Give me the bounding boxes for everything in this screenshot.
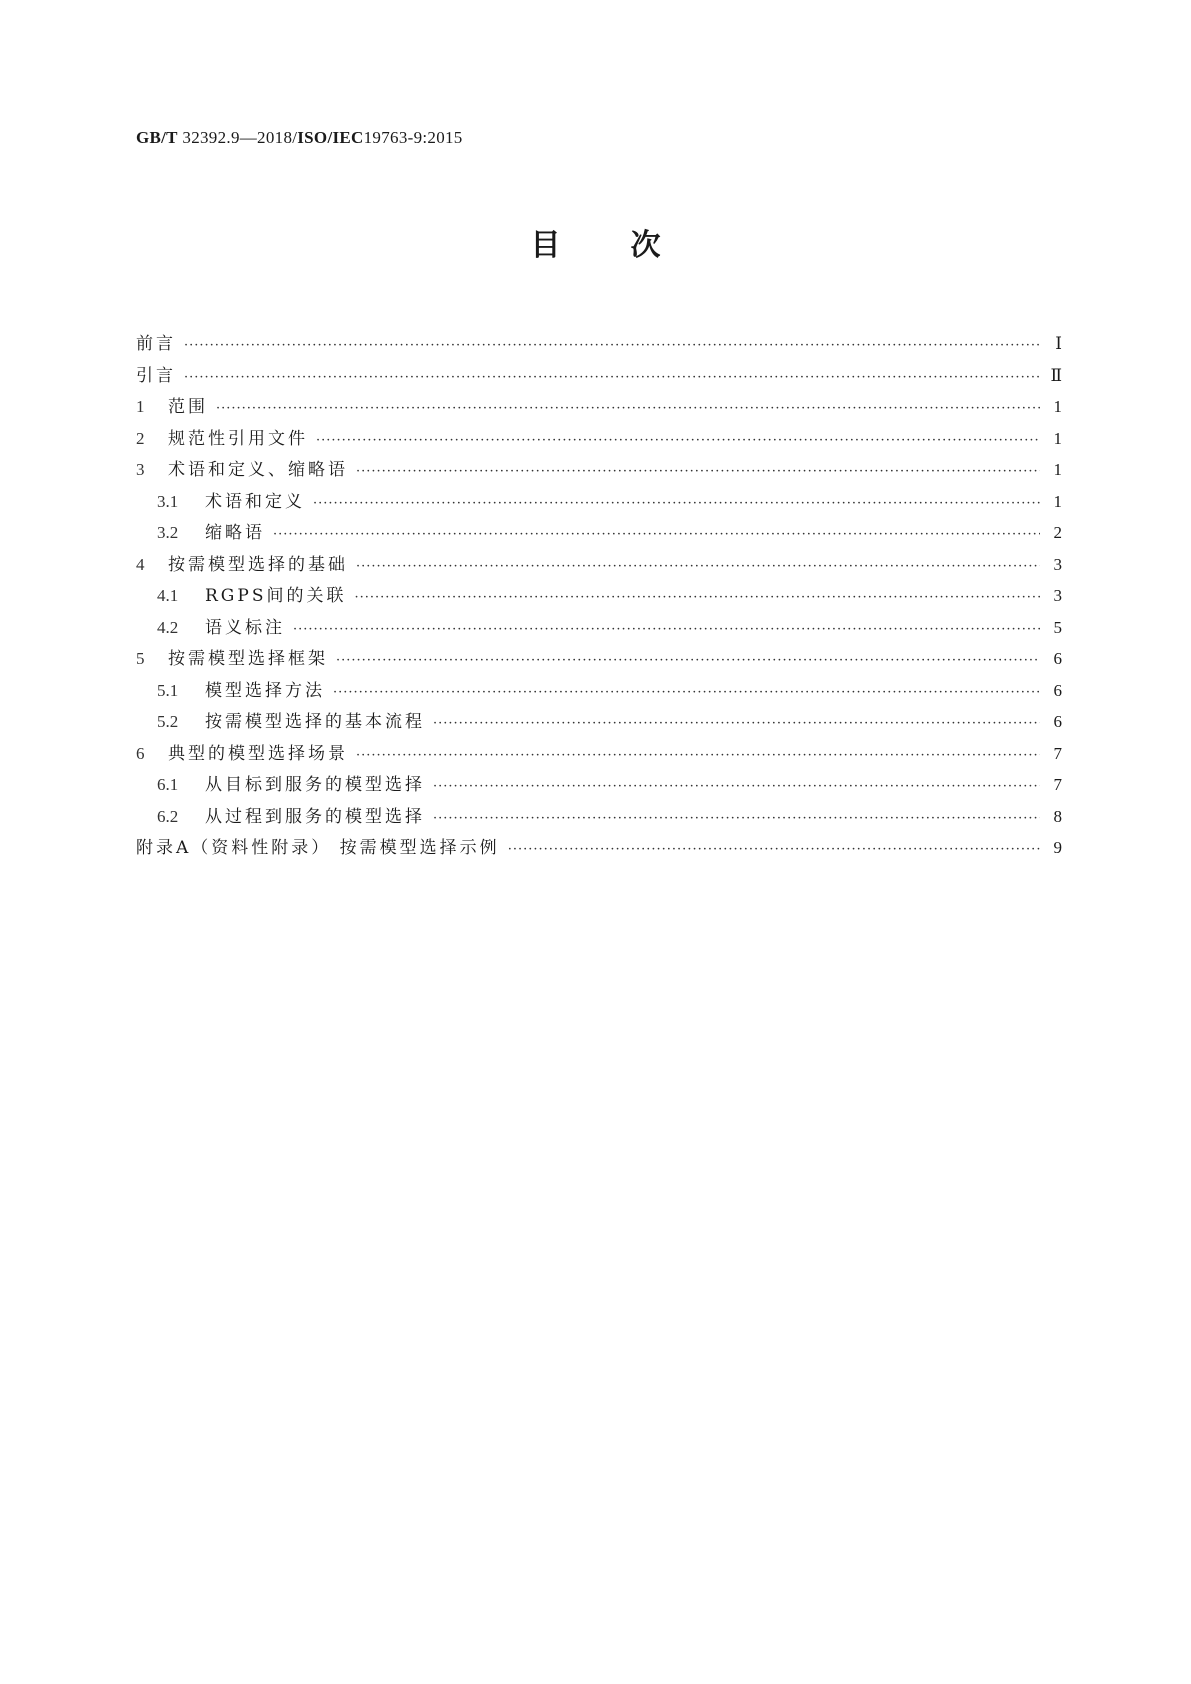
toc-entry-number: 4 xyxy=(136,554,145,574)
toc-entry-number: 5.1 xyxy=(157,680,179,700)
toc-entry-label: 术语和定义 xyxy=(205,491,305,512)
standard-number-part2: 19763-9:2015 xyxy=(363,128,463,147)
toc-entry[interactable] xyxy=(136,738,1062,770)
toc-dot-leader xyxy=(216,393,1040,425)
toc-dot-leader xyxy=(433,708,1040,740)
toc-entry[interactable] xyxy=(136,769,1062,801)
toc-dot-leader xyxy=(293,614,1040,646)
toc-entry-page: 7 xyxy=(1053,743,1062,763)
toc-entry-number: 5 xyxy=(136,649,145,668)
toc-entry[interactable] xyxy=(136,486,1062,518)
toc-entry-label: 缩略语 xyxy=(205,523,265,543)
toc-entry-page: 1 xyxy=(1053,460,1062,479)
toc-entry-label: 术语和定义、缩略语 xyxy=(168,460,348,480)
standard-number-part1: 32392.9—2018/ xyxy=(182,128,298,147)
toc-entry-page: 6 xyxy=(1053,680,1062,700)
toc-entry-page: 1 xyxy=(1053,491,1062,511)
toc-entry[interactable] xyxy=(136,423,1062,455)
toc-entry-page: 7 xyxy=(1053,775,1062,794)
toc-dot-leader xyxy=(336,645,1040,677)
toc-entry-number: 4.1 xyxy=(157,586,179,605)
toc-dot-leader xyxy=(184,330,1040,362)
toc-entry-label: 按需模型选择框架 xyxy=(168,649,328,669)
toc-dot-leader xyxy=(354,582,1040,614)
toc-entry[interactable] xyxy=(136,549,1062,581)
toc-entry-page: 1 xyxy=(1053,428,1062,448)
toc-entry-page: 3 xyxy=(1053,586,1062,605)
toc-entry-page: Ⅰ xyxy=(1055,334,1062,353)
toc-dot-leader xyxy=(433,771,1040,803)
toc-dot-leader xyxy=(356,740,1040,772)
toc-entry-label: RGPS间的关联 xyxy=(205,586,347,606)
toc-dot-leader xyxy=(356,551,1040,583)
toc-entry[interactable] xyxy=(136,391,1062,423)
toc-entry-label: 语义标注 xyxy=(205,617,285,638)
toc-entry-number: 1 xyxy=(136,397,145,416)
toc-entry-label: 模型选择方法 xyxy=(205,680,325,701)
toc-entry[interactable] xyxy=(136,612,1062,644)
toc-entry-label: 按需模型选择的基本流程 xyxy=(205,712,425,732)
toc-dot-leader xyxy=(433,803,1040,835)
toc-entry-number: 5.2 xyxy=(157,712,179,731)
toc-entry-page: 5 xyxy=(1053,617,1062,637)
standard-number-iso: ISO/IEC xyxy=(297,128,364,147)
toc-dot-leader xyxy=(333,677,1040,709)
toc-entry[interactable] xyxy=(136,706,1062,738)
toc-entry-page: 2 xyxy=(1053,523,1062,542)
table-of-contents xyxy=(136,328,1062,864)
toc-entry[interactable] xyxy=(136,675,1062,707)
standard-header xyxy=(136,128,463,148)
toc-entry-number: 2 xyxy=(136,428,145,448)
toc-dot-leader xyxy=(356,456,1040,488)
title-char-2: 次 xyxy=(630,228,661,263)
toc-entry[interactable] xyxy=(136,801,1062,833)
toc-entry-label: 附录A（资料性附录） 按需模型选择示例 xyxy=(136,838,500,858)
toc-dot-leader xyxy=(316,425,1040,457)
standard-code: GB/T xyxy=(136,128,178,147)
toc-entry-label: 引言 xyxy=(136,365,176,386)
toc-entry-label: 典型的模型选择场景 xyxy=(168,743,348,764)
toc-entry-page: 8 xyxy=(1053,806,1062,826)
toc-entry-label: 按需模型选择的基础 xyxy=(168,554,348,575)
toc-entry[interactable] xyxy=(136,360,1062,392)
toc-entry-number: 4.2 xyxy=(157,617,179,637)
toc-dot-leader xyxy=(313,488,1040,520)
toc-entry[interactable] xyxy=(136,454,1062,486)
toc-entry-number: 6 xyxy=(136,743,145,763)
toc-entry[interactable] xyxy=(136,643,1062,675)
toc-entry[interactable] xyxy=(136,580,1062,612)
toc-entry-label: 从过程到服务的模型选择 xyxy=(205,806,425,827)
toc-entry-page: 6 xyxy=(1053,712,1062,731)
toc-entry-number: 6.2 xyxy=(157,806,179,826)
toc-entry-label: 规范性引用文件 xyxy=(168,428,308,449)
toc-entry-number: 3.2 xyxy=(157,523,179,542)
toc-entry-page: 6 xyxy=(1053,649,1062,668)
toc-entry[interactable] xyxy=(136,517,1062,549)
page-title xyxy=(0,228,1191,264)
toc-entry-page: 1 xyxy=(1053,397,1062,416)
toc-dot-leader xyxy=(508,834,1040,866)
toc-entry-number: 6.1 xyxy=(157,775,179,794)
title-char-1: 目 xyxy=(530,228,561,263)
toc-entry-label: 从目标到服务的模型选择 xyxy=(205,775,425,795)
toc-dot-leader xyxy=(184,362,1040,394)
toc-entry[interactable] xyxy=(136,328,1062,360)
toc-dot-leader xyxy=(273,519,1040,551)
toc-entry-number: 3 xyxy=(136,460,145,479)
toc-entry-page: Ⅱ xyxy=(1050,365,1062,385)
toc-entry-label: 范围 xyxy=(168,397,208,417)
toc-entry-page: 9 xyxy=(1053,838,1062,857)
toc-entry[interactable] xyxy=(136,832,1062,864)
toc-entry-number: 3.1 xyxy=(157,491,179,511)
toc-entry-page: 3 xyxy=(1053,554,1062,574)
toc-entry-label: 前言 xyxy=(136,334,176,354)
